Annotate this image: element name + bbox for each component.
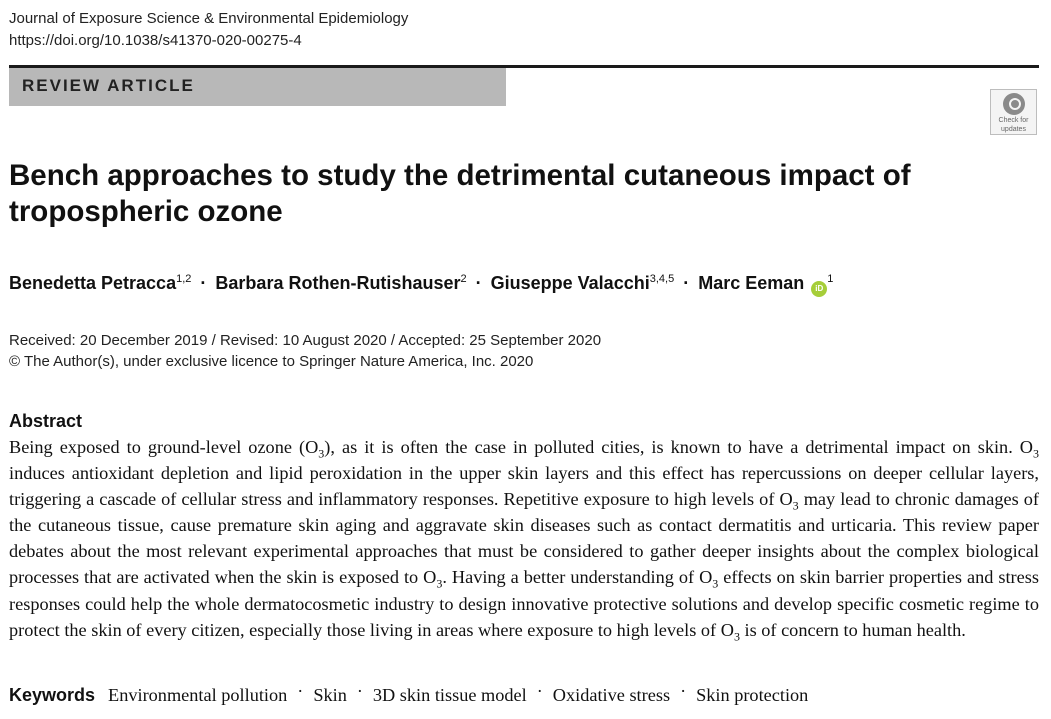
abstract-segment: Being exposed to ground-level ozone ( (9, 437, 306, 457)
author-separator: · (475, 273, 482, 293)
article-type-banner: REVIEW ARTICLE (9, 68, 506, 106)
o3-formula: $O_3$ (720, 619, 740, 644)
orcid-icon[interactable]: iD (811, 281, 827, 297)
author-separator: · (200, 273, 207, 293)
o3-formula: $O_3$ (305, 437, 325, 461)
check-updates-label-1: Check for (998, 117, 1029, 124)
author-affiliation: 1,2 (176, 273, 192, 285)
publication-info (9, 330, 601, 372)
check-for-updates-button[interactable] (990, 89, 1037, 135)
o3-formula: $O_3$ (699, 567, 719, 592)
author-separator: · (683, 273, 690, 293)
o3-formula: $O_3$ (423, 567, 443, 592)
copyright-line: © The Author(s), under exclusive licence to Springer Nature America, Inc. 2020 (9, 353, 534, 370)
author-affiliation: 3,4,5 (649, 273, 675, 285)
keyword[interactable]: Oxidative stress (552, 685, 671, 705)
author-name[interactable]: Barbara Rothen-Rutishauser (215, 273, 461, 293)
keyword[interactable]: Environmental pollution (108, 685, 288, 705)
author-list (9, 265, 833, 297)
journal-name: Journal of Exposure Science & Environmental Epidemiology (9, 10, 409, 27)
check-updates-label-2: updates (1001, 126, 1026, 133)
author-affiliation: 1 (827, 273, 834, 285)
abstract-segment: effects on skin barrier properties and stress responses could help the whole dermatocosmetic industry to design innovative protective solutions and develop specific cosmetic regime to protect the skin of every citizen, especially those living in areas where exposure to high levels of (9, 567, 1039, 640)
author-name[interactable]: Marc Eeman (698, 273, 805, 293)
doi-link[interactable]: https://doi.org/10.1038/s41370-020-00275-4 (9, 32, 302, 49)
abstract-heading: Abstract (9, 411, 83, 431)
abstract-segment: induces antioxidant depletion and lipid peroxidation in the upper skin layers and this effect has repercussions on deeper cellular layers, triggering a cascade of cellular stress and inflammatory responses. Repetitive exposure to high levels of (9, 463, 1039, 510)
keyword[interactable]: 3D skin tissue model (372, 685, 527, 705)
author-name[interactable]: Benedetta Petracca (9, 273, 177, 293)
abstract-segment: . Having a better understanding of (442, 567, 700, 588)
keyword-separator: · (536, 681, 543, 701)
keyword-separator: · (356, 681, 363, 701)
author-name[interactable]: Giuseppe Valacchi (490, 273, 650, 293)
journal-header (9, 8, 408, 52)
keyword-separator: · (680, 681, 687, 701)
keyword-separator: · (297, 681, 304, 701)
abstract-segment: is of concern to human health. (739, 619, 966, 640)
abstract-text (9, 434, 1039, 643)
check-updates-icon (1003, 93, 1025, 115)
abstract-segment: may lead to chronic damages of the cutaneous tissue, cause premature skin aging and aggravate skin diseases such as contact dermatitis and urticaria. This review paper debates about the most relevant experimental approaches that must be considered to gather deeper insights about the complex biological processes that are activated when the skin is exposed to (9, 489, 1039, 588)
article-title: Bench approaches to study the detrimental cutaneous impact of tropospheric ozone (9, 159, 911, 228)
abstract-segment: ), as it is often the case in polluted cities, is known to have a detrimental impact on skin. (324, 437, 1020, 457)
dates-line: Received: 20 December 2019 / Revised: 10 August 2020 / Accepted: 25 September 2020 (9, 332, 602, 349)
keyword[interactable]: Skin protection (696, 685, 809, 705)
o3-formula: $O_3$ (1019, 437, 1039, 461)
o3-formula: $O_3$ (779, 489, 799, 513)
keyword[interactable]: Skin (313, 685, 347, 705)
keywords-label: Keywords (9, 685, 96, 705)
author-affiliation: 2 (460, 273, 467, 285)
keywords-line (9, 682, 808, 708)
